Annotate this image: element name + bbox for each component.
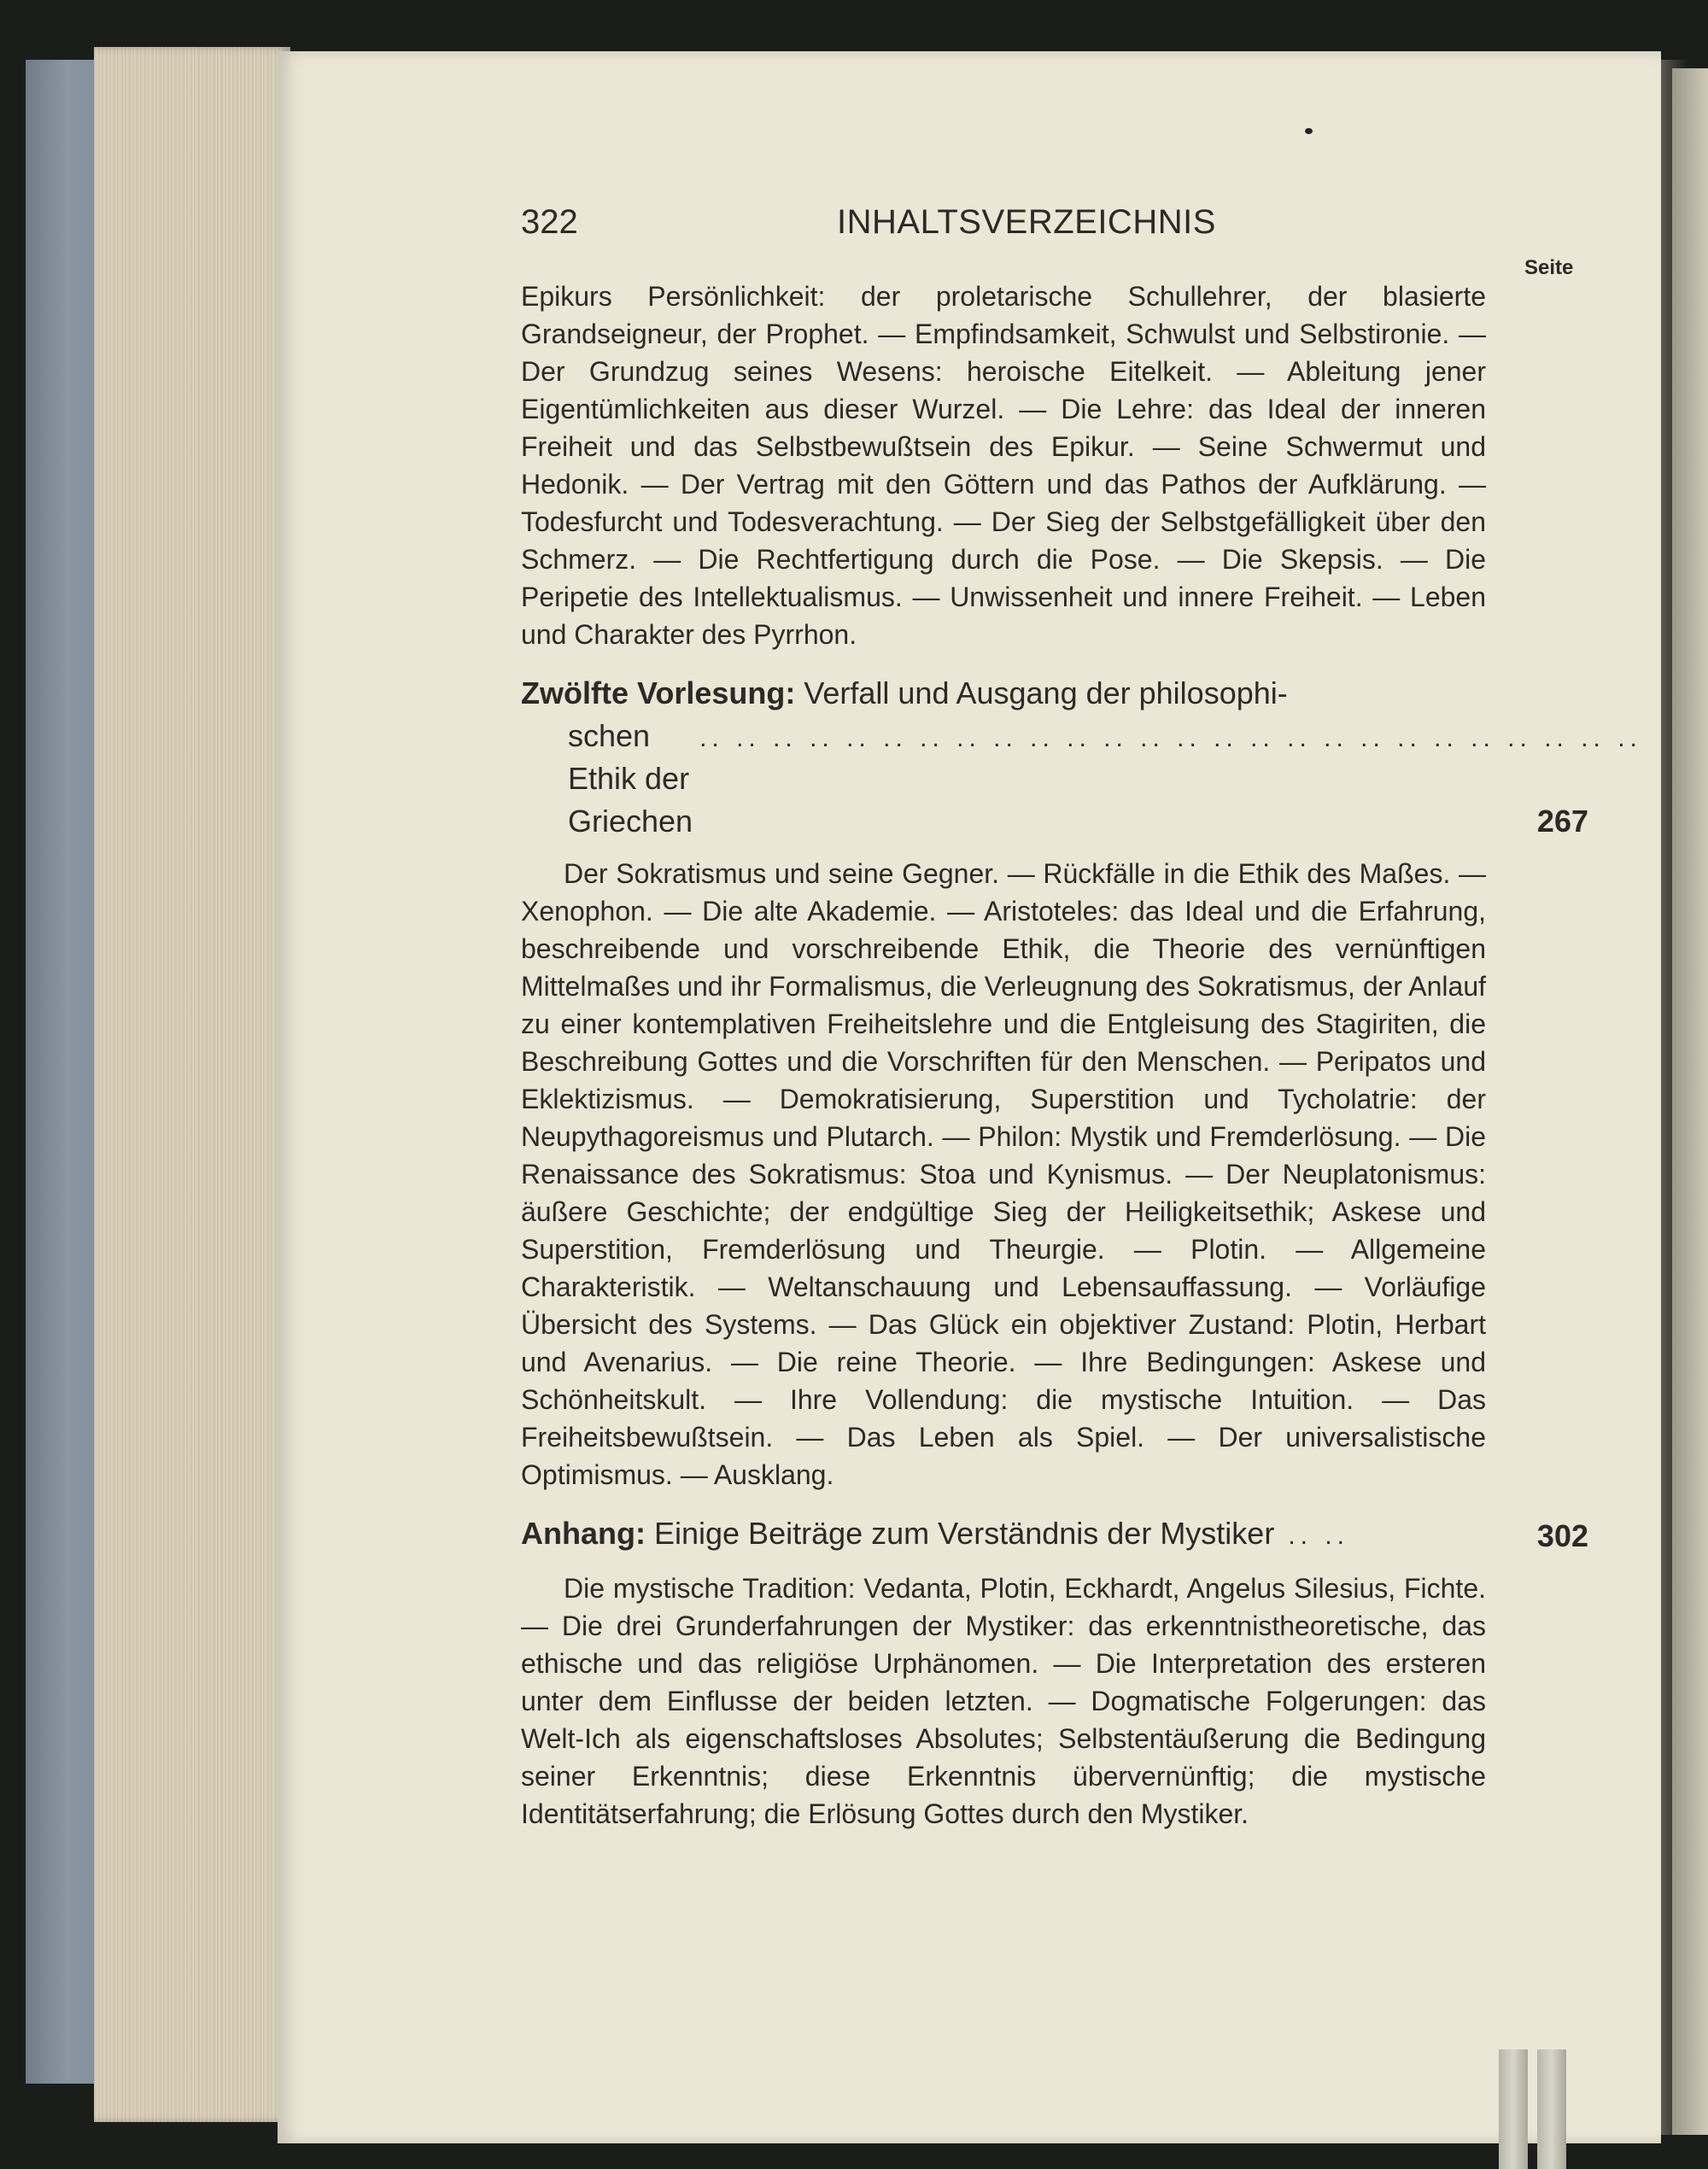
- running-title: INHALTSVERZEICHNIS: [837, 203, 1216, 241]
- page-number: 322: [521, 203, 578, 241]
- toc-entry-summary: Der Sokratismus und seine Gegner. — Rückfälle in die Ethik des Maßes. — Xenophon. — Die alte Akademie. — Aristoteles: das Ideal und die Erfahrung, beschreibende und vorschreibende Ethik, die Theorie des vernünftigen Mittelmaßes und ihr Formalismus, die Verleugnung des Sokratismus, der Anlauf zu einer kontemplativen Freiheitslehre und die Entgleisung des Stagiriten, die Beschreibung Gottes und die Vorschriften für den Menschen. — Peripatos und Eklektizismus. — Demokratisierung, Superstition und Tycholatrie: der Neupythagoreismus und Plutarch. — Philon: Mystik und Fremderlösung. — Die Renaissance des Sokratismus: Stoa und Kynismus. — Der Neuplatonismus: äußere Geschichte; der endgültige Sieg der Heiligkeitsethik; Askese und Superstition, Fremderlösung und Theurgie. — Plotin. — Allgemeine Charakteristik. — Weltanschauung und Lebensauffassung. — Vorläufige Übersicht des Systems. — Das Glück ein objektiver Zustand: Plotin, Herbart und Avenarius. — Die reine Theorie. — Ihre Bedingungen: Askese und Schönheitskult. — Ihre Vollendung: die mystische Intuition. — Das Freiheitsbewußtsein. — Das Leben als Spiel. — Der universalistische Optimismus. — Ausklang.: [521, 858, 1486, 1490]
- toc-entry-zwoelfte-vorlesung: [521, 672, 1642, 843]
- bookmark-ribbon: [1537, 2049, 1566, 2169]
- leader-dots: .. ..: [1288, 1522, 1349, 1550]
- bookmark-ribbon: [1499, 2049, 1528, 2169]
- leader-dots: .. .. .. .. .. .. .. .. .. .. .. .. .. .. .. .. .. .. .. .. .. .. .. .. .. ..: [699, 724, 1642, 752]
- toc-entry-heading-line: [521, 1512, 1486, 1558]
- toc-entry-title: Verfall und Ausgang der philosophi-: [804, 675, 1288, 710]
- toc-entry-anhang: [521, 1512, 1588, 1558]
- toc-entry-title-continued: schen Ethik der Griechen: [568, 718, 693, 839]
- toc-page-number: 267: [1536, 804, 1588, 839]
- toc-entry-title: Einige Beiträge zum Verständnis der Mystiker: [653, 1516, 1275, 1551]
- page-speck: [1305, 128, 1313, 134]
- facing-page-edge: [1672, 68, 1708, 2135]
- toc-continuation-text: Epikurs Persönlichkeit: der proletarische Schullehrer, der blasierte Grandseigneur, der Prophet. — Empfindsamkeit, Schwulst und Selbstironie. — Der Grundzug seines Wesens: heroische Eitelkeit. — Ableitung jener Eigentümlichkeiten aus dieser Wurzel. — Die Lehre: das Ideal der inneren Freiheit und das Selbstbewußtsein des Epikur. — Seine Schwermut und Hedonik. — Der Vertrag mit den Göttern und das Pathos der Aufklärung. — Todesfurcht und Todesverachtung. — Der Sieg der Selbstgefälligkeit über den Schmerz. — Die Rechtfertigung durch die Pose. — Die Skepsis. — Die Peripetie des Intellektualismus. — Unwissenheit und innere Freiheit. — Leben und Charakter des Pyrrhon.: [521, 281, 1486, 650]
- toc-entry-heading-line: [521, 672, 1486, 715]
- toc-entry-label: Anhang:: [521, 1516, 646, 1551]
- toc-body: [521, 278, 1642, 1833]
- running-head: [521, 201, 1324, 243]
- toc-page-number: 302: [1536, 1518, 1588, 1553]
- page-block-edges: [94, 47, 290, 2122]
- toc-entry-summary: Die mystische Tradition: Vedanta, Plotin, Eckhardt, Angelus Silesius, Fichte. — Die drei Grunderfahrungen der Mystiker: das erkenntnistheoretische, das ethische und das religiöse Urphänomen. — Die Interpretation des ersteren unter dem Einflusse der beiden letzten. — Dogmatische Folgerungen: das Welt-Ich als eigenschaftsloses Absolutes; Selbstentäußerung die Bedingung seiner Erkenntnis; diese Erkenntnis übervernünftig; die mystische Identitätserfahrung; die Erlösung Gottes durch den Mystiker.: [521, 1573, 1486, 1829]
- seite-column-label: Seite: [1524, 256, 1574, 279]
- toc-entry-label: Zwölfte Vorlesung:: [521, 675, 796, 710]
